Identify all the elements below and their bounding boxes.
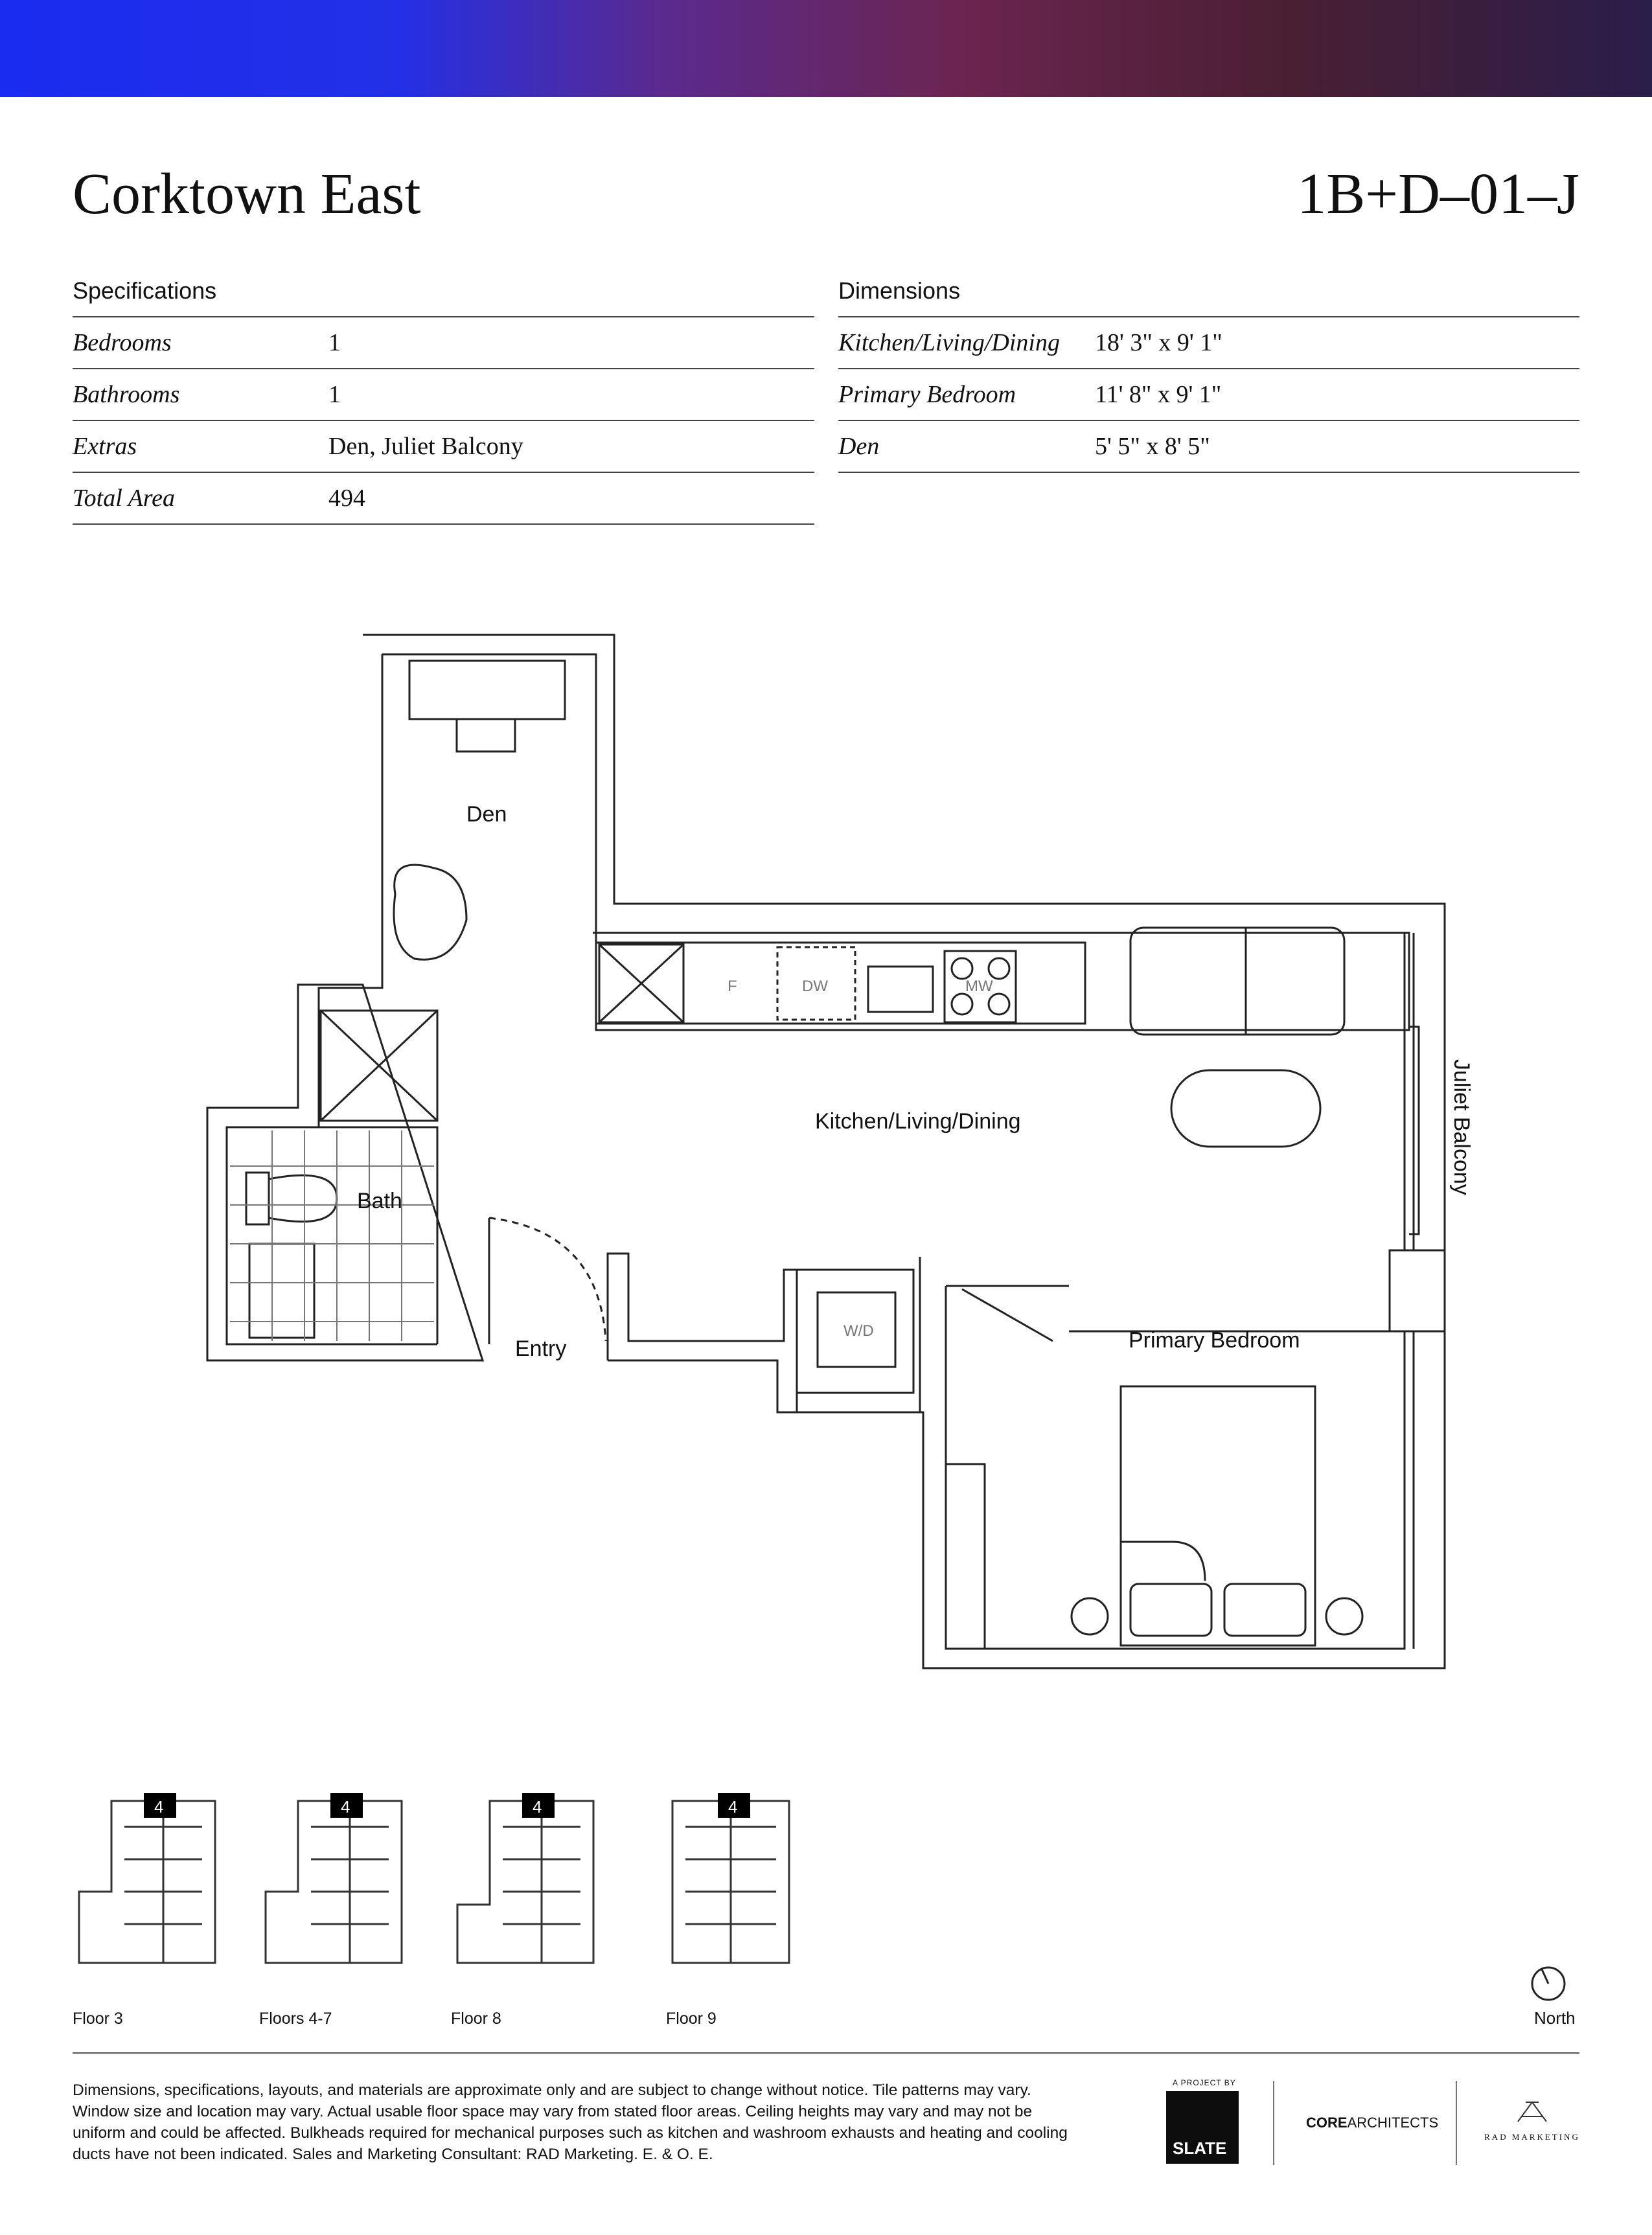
north-label: North bbox=[1534, 2008, 1576, 2028]
interior-wall bbox=[920, 1257, 1405, 1649]
key-plan-outline bbox=[457, 1801, 593, 1963]
specifications-heading: Specifications bbox=[73, 277, 217, 304]
project-by-label: A PROJECT BY bbox=[1173, 2078, 1236, 2087]
window bbox=[1405, 933, 1414, 1649]
dimension-value: 5' 5" x 8' 5" bbox=[1095, 433, 1210, 460]
tile-grid bbox=[230, 1130, 434, 1341]
coffee-table bbox=[1171, 1070, 1320, 1147]
bedroom-door bbox=[962, 1289, 1053, 1341]
spec-row bbox=[73, 317, 814, 369]
dimension-label: Den bbox=[838, 433, 880, 460]
interior-wall bbox=[1390, 1250, 1445, 1331]
key-plan-outline bbox=[79, 1801, 215, 1963]
disclaimer: Dimensions, specifications, layouts, and materials are approximate only and are subject to change without notice. Tile patterns may vary. Window size and location may vary. Actual usable floor space may vary from stated floor areas. Ceiling heights may vary and may not be uniform and could be affected. Bulkheads required for mechanical purposes such as kitchen and washroom exhausts and heating and cooling ducts have not been indicated. Sales and Marketing Consultant: RAD Marketing. E. & O. E. bbox=[73, 2081, 1068, 2163]
interior-wall bbox=[489, 1218, 797, 1412]
floor-plan bbox=[194, 622, 1474, 1684]
sofa bbox=[1130, 928, 1344, 1035]
core-rest: ARCHITECTS bbox=[1347, 2115, 1439, 2131]
spec-value: Den, Juliet Balcony bbox=[328, 433, 523, 460]
unit-marker: 4 bbox=[728, 1797, 738, 1817]
spec-label: Bedrooms bbox=[73, 329, 172, 356]
bed-fold bbox=[1121, 1542, 1205, 1581]
desk-chair bbox=[457, 719, 515, 751]
dimension-value: 11' 8" x 9' 1" bbox=[1095, 381, 1222, 408]
footer-divider bbox=[73, 2052, 1579, 2054]
lounge-chair bbox=[394, 865, 466, 959]
room-label-entry: Entry bbox=[515, 1336, 567, 1361]
unit-marker: 4 bbox=[341, 1797, 350, 1817]
core-bold: CORE bbox=[1306, 2115, 1348, 2131]
burner bbox=[989, 958, 1009, 979]
nightstand bbox=[1072, 1598, 1108, 1634]
spec-label: Total Area bbox=[73, 485, 176, 512]
header-gradient-bar bbox=[0, 0, 1652, 97]
spec-row bbox=[73, 369, 814, 421]
spec-label: Extras bbox=[73, 433, 137, 460]
interior-wall bbox=[382, 654, 1409, 1030]
slate-logo-text: SLATE bbox=[1173, 2138, 1227, 2158]
spec-value: 1 bbox=[328, 329, 341, 356]
spec-row bbox=[73, 473, 814, 525]
slate-logo bbox=[1166, 2091, 1239, 2164]
room-label-den: Den bbox=[466, 802, 507, 827]
logo-separator bbox=[1273, 2081, 1274, 2165]
burner bbox=[952, 994, 972, 1014]
key-plan-floor-3 bbox=[73, 1788, 235, 1982]
pillow bbox=[1224, 1584, 1305, 1636]
appliance-label-dishwasher: DW bbox=[802, 978, 828, 995]
exterior-wall bbox=[363, 635, 1445, 1668]
shower-cross bbox=[321, 1011, 437, 1121]
burner bbox=[952, 958, 972, 979]
pantry-cross bbox=[599, 945, 683, 1022]
spec-value: 494 bbox=[328, 485, 365, 512]
key-plan-outline bbox=[672, 1801, 789, 1963]
key-plan-floor-8 bbox=[451, 1788, 613, 1982]
nightstand bbox=[1326, 1598, 1362, 1634]
interior-wall bbox=[227, 654, 437, 1344]
dimension-value: 18' 3" x 9' 1" bbox=[1095, 329, 1222, 356]
appliance-label-washer-dryer: W/D bbox=[843, 1322, 874, 1340]
rad-marketing-logo bbox=[1484, 2099, 1581, 2142]
key-plan-label: Floor 9 bbox=[666, 2010, 717, 2028]
spec-value: 1 bbox=[328, 381, 341, 408]
building-title: Corktown East bbox=[73, 162, 421, 226]
dimensions-heading: Dimensions bbox=[838, 277, 961, 304]
unit-code: 1B+D–01–J bbox=[1297, 162, 1579, 226]
dimension-row bbox=[838, 369, 1579, 421]
bedroom-closet bbox=[946, 1464, 985, 1649]
pillow bbox=[1130, 1584, 1211, 1636]
rad-marketing-text: RAD MARKETING bbox=[1484, 2132, 1580, 2142]
dimension-label: Primary Bedroom bbox=[838, 381, 1016, 408]
sink bbox=[868, 967, 933, 1012]
appliance-label-microwave: MW bbox=[965, 978, 993, 995]
bed bbox=[1121, 1386, 1315, 1645]
key-plan-outline bbox=[266, 1801, 402, 1963]
key-plan-label: Floor 8 bbox=[451, 2010, 501, 2028]
kitchen-counter bbox=[596, 943, 1085, 1024]
unit-marker: 4 bbox=[533, 1797, 542, 1817]
logo-separator bbox=[1456, 2081, 1457, 2165]
dimension-row bbox=[838, 317, 1579, 369]
dimensions-table bbox=[838, 316, 1579, 473]
key-plan-floor-9 bbox=[666, 1788, 815, 1982]
spec-row bbox=[73, 421, 814, 473]
key-plan-label: Floor 3 bbox=[73, 2010, 123, 2028]
dimension-label: Kitchen/Living/Dining bbox=[838, 329, 1060, 356]
room-label-bedroom: Primary Bedroom bbox=[1129, 1328, 1300, 1353]
dimension-row bbox=[838, 421, 1579, 473]
key-plan-floors-4-7 bbox=[259, 1788, 421, 1982]
entry-door-swing bbox=[489, 1218, 606, 1341]
room-label-kitchen: Kitchen/Living/Dining bbox=[815, 1109, 1021, 1134]
key-plan-label: Floors 4-7 bbox=[259, 2010, 332, 2028]
core-architects-logo bbox=[1306, 2115, 1438, 2131]
compass-icon bbox=[1529, 1964, 1568, 2003]
unit-marker: 4 bbox=[154, 1797, 164, 1817]
burner bbox=[989, 994, 1009, 1014]
specifications-table bbox=[73, 316, 814, 525]
room-label-balcony: Juliet Balcony bbox=[1449, 1059, 1474, 1195]
room-label-bath: Bath bbox=[357, 1189, 402, 1213]
desk bbox=[409, 661, 565, 719]
toilet bbox=[246, 1173, 337, 1224]
appliance-label-fridge: F bbox=[728, 978, 737, 995]
rad-emblem-icon bbox=[1513, 2099, 1552, 2125]
spec-label: Bathrooms bbox=[73, 381, 180, 408]
